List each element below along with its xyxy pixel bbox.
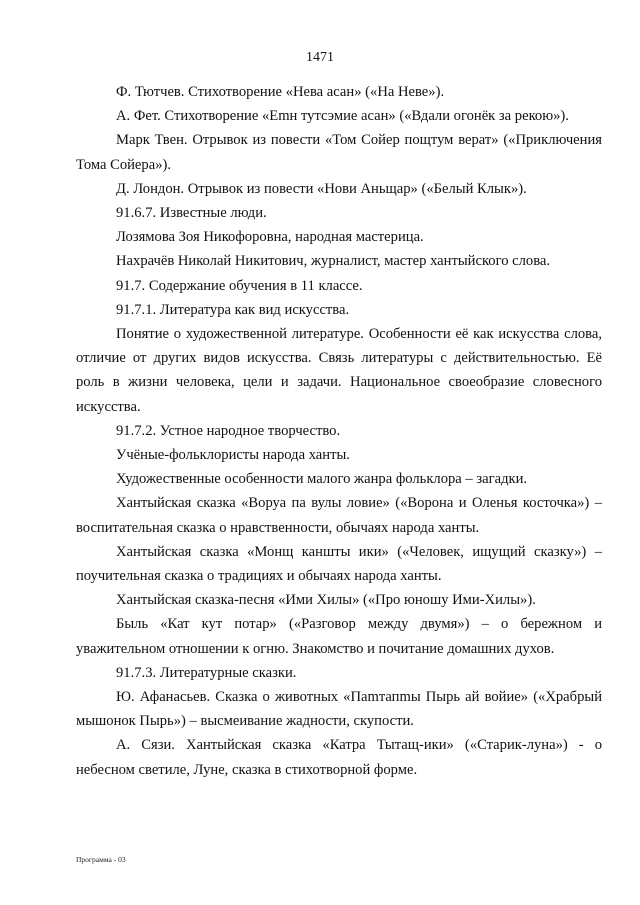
paragraph: Хантыйская сказка «Монщ каншты ики» («Человек, ищущий сказку») – поучительная сказка о традициях и обычаях народа ханты.	[76, 543, 602, 585]
section-heading: 91.7.1. Литература как вид искусства.	[116, 301, 350, 318]
paragraph: Ф. Тютчев. Стихотворение «Нева асан» («На Неве»).	[116, 84, 445, 100]
paragraph: Нахрачёв Николай Никитович, журналист, мастер хантыйского слова.	[116, 253, 551, 270]
paragraph: Быль «Кат кут потар» («Разговор между двумя») – о бережном и уважительном отношении к огню. Знакомство и почитание домашних духов.	[76, 616, 602, 657]
paragraph: А. Фет. Стихотворение «Emн тутсэмие асан» («Вдали огонёк за рекою»).	[116, 108, 569, 125]
paragraph: Художественные особенности малого жанра фольклора – загадки.	[116, 471, 528, 488]
paragraph: Хантыйская сказка «Воруа па вулы ловие» («Ворона и Оленья косточка») – воспитательная сказка о нравственности, обычаях народа ханты.	[76, 495, 602, 536]
paragraph: Понятие о художественной литературе. Особенности её как искусства слова, отличие от других видов искусства. Связь литературы с действительностью. Её роль в жизни человека, цели и задачи. Национальное своеобразие словесного искусства.	[76, 326, 602, 415]
paragraph: Марк Твен. Отрывок из повести «Том Сойер пощтум верат» («Приключения Тома Сойера»).	[76, 132, 602, 173]
page-footer: Программа - 03	[76, 855, 126, 864]
paragraph: А. Сязи. Хантыйская сказка «Катра Тытащ-ики» («Старик-луна») - о небесном светиле, Луне, сказка в стихотворной форме.	[76, 737, 602, 778]
document-body	[76, 80, 602, 782]
paragraph: Д. Лондон. Отрывок из повести «Нови Аньщар» («Белый Клык»).	[116, 180, 527, 197]
section-heading: 91.7. Содержание обучения в 11 классе.	[116, 277, 363, 294]
section-heading: 91.6.7. Известные люди.	[116, 205, 267, 222]
section-heading: 91.7.3. Литературные сказки.	[116, 664, 297, 681]
page-number: 1471	[306, 50, 334, 65]
paragraph: Ю. Афанасьев. Сказка о животных «Паmтапmы Пырь ай войие» («Храбрый мышонок Пырь») – высмеивание жадности, скупости.	[76, 689, 602, 730]
paragraph: Хантыйская сказка-песня «Ими Хилы» («Про юношу Ими-Хилы»).	[116, 592, 536, 609]
paragraph: Лозямова Зоя Никофоровна, народная мастерица.	[116, 229, 424, 246]
paragraph: Учёные-фольклористы народа ханты.	[116, 447, 350, 464]
section-heading: 91.7.2. Устное народное творчество.	[116, 422, 341, 439]
